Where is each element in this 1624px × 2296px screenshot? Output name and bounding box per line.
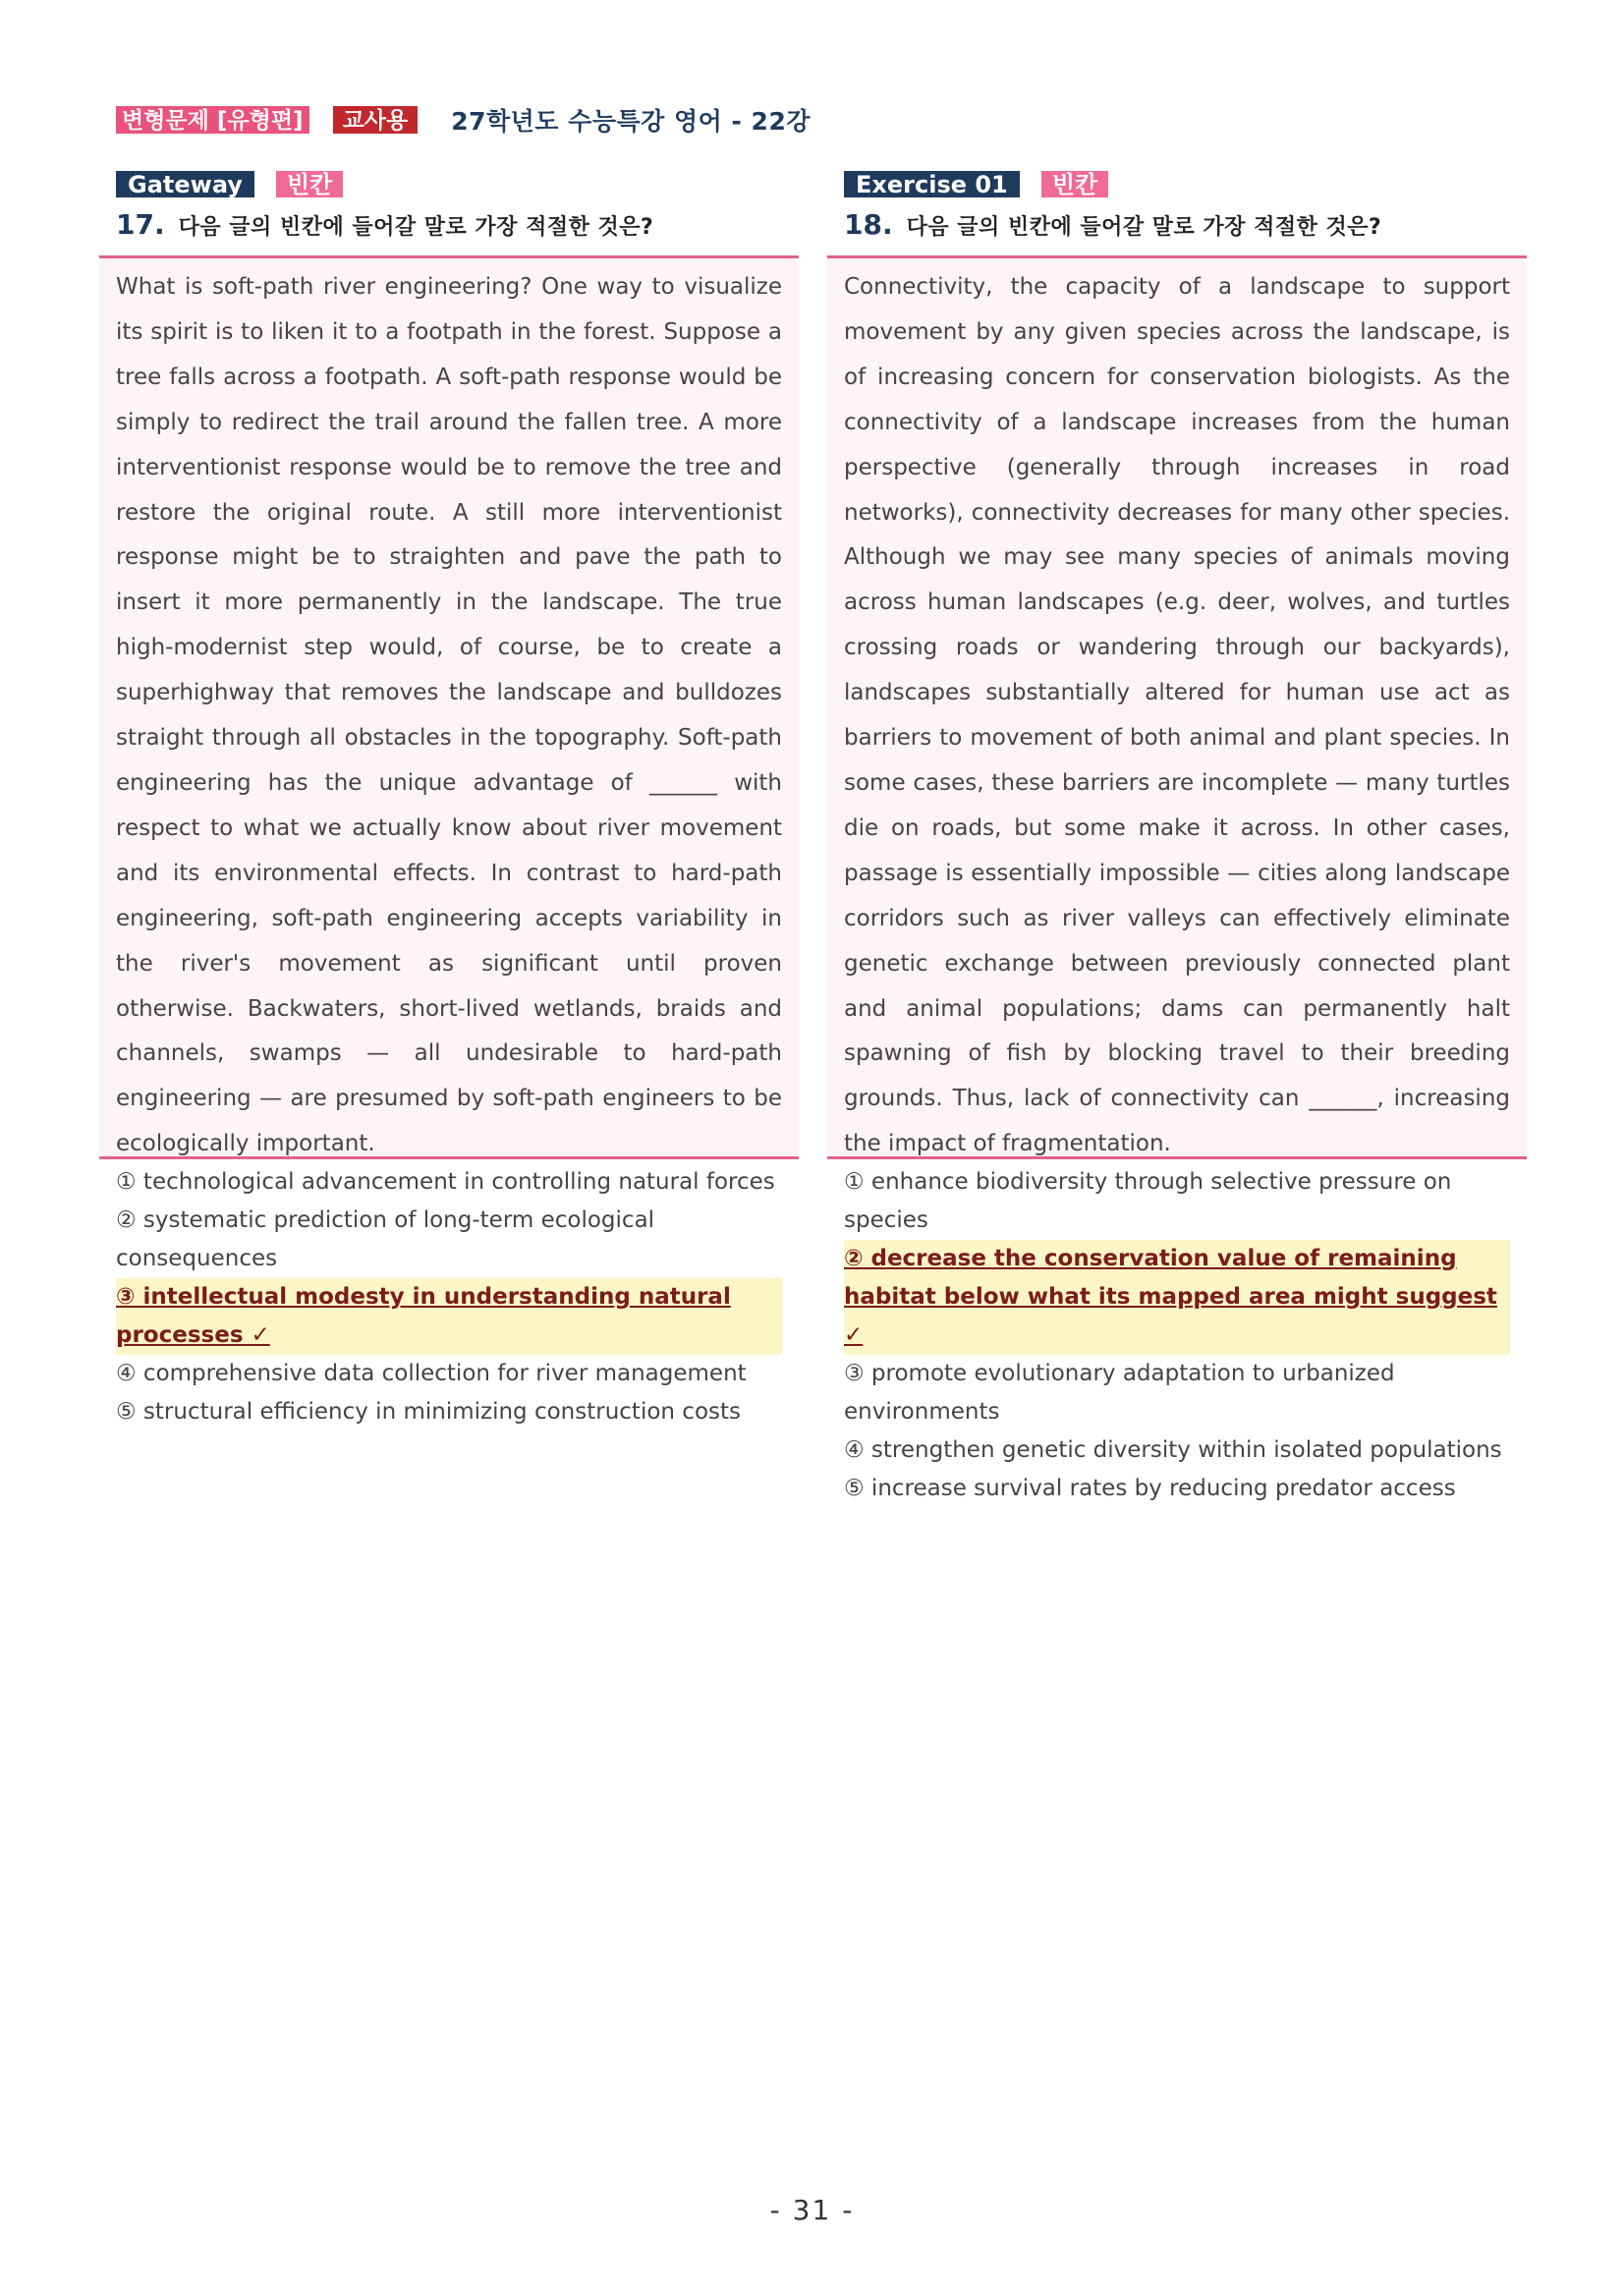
answer-choices — [99, 1159, 799, 1431]
choice-4[interactable]: ④ comprehensive data collection for river management — [116, 1361, 747, 1386]
page-number: - 31 - — [769, 2194, 855, 2226]
passage-box: Connectivity, the capacity of a landscape to support movement by any given species across the landscape, is of increasing concern for conservation biologists. As the connectivity of a landscape increases from the human perspective (generally through increases in road networks), connectivity decreases for many other species. Although we may see many species of animals moving across human landscapes (e.g. deer, wolves, and turtles crossing roads or wandering through our backyards), landscapes substantially altered for human use act as barriers to movement of both animal and plant species. In some cases, these barriers are incomplete — many turtles die on roads, but some make it across. In other cases, passage is essentially impossible — cities along landscape corridors such as river valleys can effectively eliminate genetic exchange between previously connected plant and animal populations; dams can permanently halt spawning of fish by blocking travel to their breeding grounds. Thus, lack of connectivity can ______, increasing the impact of fragmentation. — [827, 255, 1527, 1159]
page-title: 27학년도 수능특강 영어 - 22강 — [451, 107, 811, 136]
question-number: 18. — [844, 208, 893, 241]
choice-2[interactable]: ② systematic prediction of long-term ecological consequences — [116, 1207, 655, 1271]
choice-5[interactable]: ⑤ structural efficiency in minimizing construction costs — [116, 1399, 742, 1425]
choice-3-correct[interactable]: ③ intellectual modesty in understanding natural processes ✓ — [116, 1278, 782, 1355]
passage-box: What is soft-path river engineering? One way to visualize its spirit is to liken it to a footpath in the forest. Suppose a tree falls across a footpath. A soft-path response would be simply to redirect the trail around the fallen tree. A more interventionist response would be to remove the tree and restore the original route. A still more interventionist response might be to straighten and pave the path to insert it more permanently in the landscape. The true high-modernist step would, of course, be to create a superhighway that removes the landscape and bulldozes straight through all obstacles in the topography. Soft-path engineering has the unique advantage of ______ with respect to what we actually know about river movement and its environmental effects. In contrast to hard-path engineering, soft-path engineering accepts variability in the river's movement as significant until proven otherwise. Backwaters, short-lived wetlands, braids and channels, swamps — all undesirable to hard-path engineering — are presumed by soft-path engineers to be ecologically important. — [99, 255, 799, 1159]
teacher-tag: 교사용 — [333, 106, 419, 134]
question-18-column — [827, 169, 1527, 1508]
question-text: 다음 글의 빈칸에 들어갈 말로 가장 적절한 것은? — [906, 215, 1382, 240]
variant-type-tag: 변형문제 [유형편] — [116, 106, 309, 134]
type-label: 빈칸 — [276, 171, 343, 197]
question-heading — [99, 208, 799, 248]
type-label: 빈칸 — [1041, 171, 1108, 197]
choice-2-correct[interactable]: ② decrease the conservation value of remaining habitat below what its mapped area might suggest ✓ — [844, 1240, 1510, 1355]
question-text: 다음 글의 빈칸에 들어갈 말로 가장 적절한 것은? — [178, 215, 654, 240]
question-heading — [827, 208, 1527, 248]
choice-5[interactable]: ⑤ increase survival rates by reducing predator access — [844, 1476, 1456, 1501]
choice-4[interactable]: ④ strengthen genetic diversity within isolated populations — [844, 1437, 1502, 1463]
section-labels — [99, 169, 799, 198]
section-labels — [827, 169, 1527, 198]
section-label: Gateway — [116, 171, 254, 197]
choice-1[interactable]: ① enhance biodiversity through selective pressure on species — [844, 1169, 1452, 1233]
section-label: Exercise 01 — [844, 171, 1020, 197]
answer-choices — [827, 1159, 1527, 1508]
choice-1[interactable]: ① technological advancement in controlling natural forces — [116, 1169, 775, 1195]
choice-3[interactable]: ③ promote evolutionary adaptation to urbanized environments — [844, 1361, 1395, 1425]
question-number: 17. — [116, 208, 165, 241]
page-header — [116, 102, 811, 138]
question-17-column — [99, 169, 799, 1431]
